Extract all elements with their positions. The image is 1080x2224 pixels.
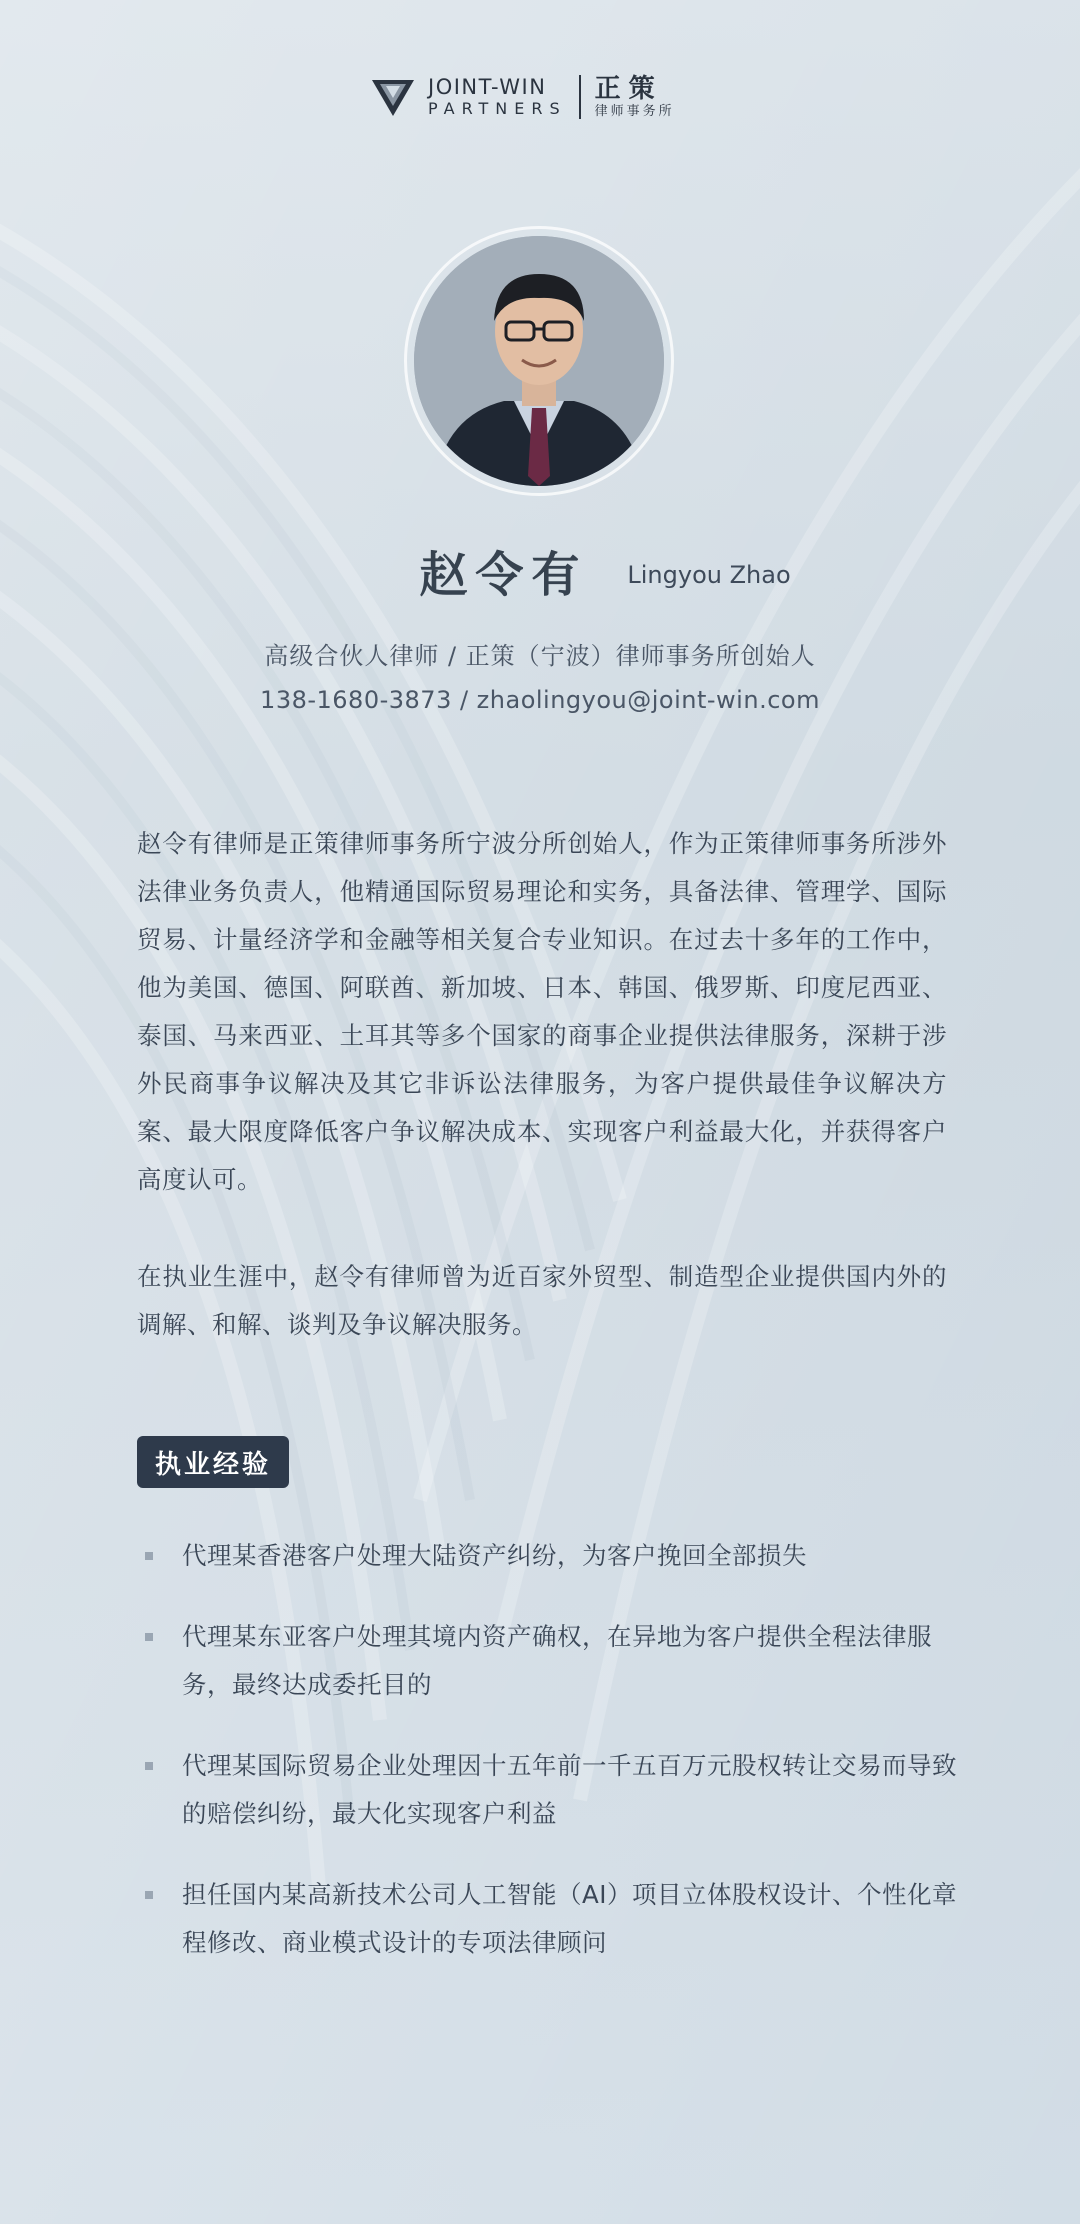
avatar-frame [404, 226, 674, 496]
contact-info[interactable]: 138-1680-3873 / zhaolingyou@joint-win.com [260, 686, 820, 714]
name-row [0, 535, 1080, 605]
list-item [137, 1871, 957, 1967]
logo-cn-line2: 律师事务所 [594, 104, 675, 119]
logo-en-line1: JOINT-WIN [428, 75, 547, 99]
experience-list [137, 1532, 957, 2000]
experience-heading: 执业经验 [137, 1436, 289, 1488]
logo-english [428, 75, 567, 119]
experience-text: 代理某香港客户处理大陆资产纠纷，为客户挽回全部损失 [182, 1541, 807, 1570]
experience-text: 担任国内某高新技术公司人工智能（AI）项目立体股权设计、个性化章程修改、商业模式设计的专项法律顾问 [182, 1880, 957, 1957]
list-item [137, 1532, 957, 1580]
square-bullet-icon [145, 1633, 153, 1641]
list-item [137, 1613, 957, 1709]
square-bullet-icon [145, 1552, 153, 1560]
name-english: Lingyou Zhao [627, 561, 791, 589]
firm-logo [370, 70, 710, 124]
experience-text: 代理某东亚客户处理其境内资产确权，在异地为客户提供全程法律服务，最终达成委托目的 [182, 1622, 932, 1699]
experience-text: 代理某国际贸易企业处理因十五年前一千五百万元股权转让交易而导致的赔偿纠纷，最大化实现客户利益 [182, 1751, 957, 1828]
job-title: 高级合伙人律师 / 正策（宁波）律师事务所创始人 [264, 642, 816, 670]
portrait-icon [414, 236, 664, 486]
bio-paragraph-2: 在执业生涯中，赵令有律师曾为近百家外贸型、制造型企业提供国内外的调解、和解、谈判及争议解决服务。 [137, 1262, 947, 1339]
square-bullet-icon [145, 1891, 153, 1899]
bio-paragraph-1: 赵令有律师是正策律师事务所宁波分所创始人，作为正策律师事务所涉外法律业务负责人，他精通国际贸易理论和实务，具备法律、管理学、国际贸易、计量经济学和金融等相关复合专业知识。在过去十多年的工作中，他为美国、德国、阿联酋、新加坡、日本、韩国、俄罗斯、印度尼西亚、泰国、马来西亚、土耳其等多个国家的商事企业提供法律服务，深耕于涉外民商事争议解决及其它非诉讼法律服务，为客户提供最佳争议解决方案、最大限度降低客户争议解决成本、实现客户利益最大化，并获得客户高度认可。 [137, 829, 947, 1194]
logo-cn-line1: 正策 [594, 74, 663, 104]
joint-win-logo-mark-icon [370, 74, 416, 120]
square-bullet-icon [145, 1762, 153, 1770]
logo-chinese [595, 74, 675, 120]
logo-divider [579, 75, 581, 119]
name-chinese: 赵令有 [419, 546, 588, 603]
list-item [137, 1742, 957, 1838]
logo-en-line2: PARTNERS [428, 99, 567, 118]
avatar [414, 236, 664, 486]
